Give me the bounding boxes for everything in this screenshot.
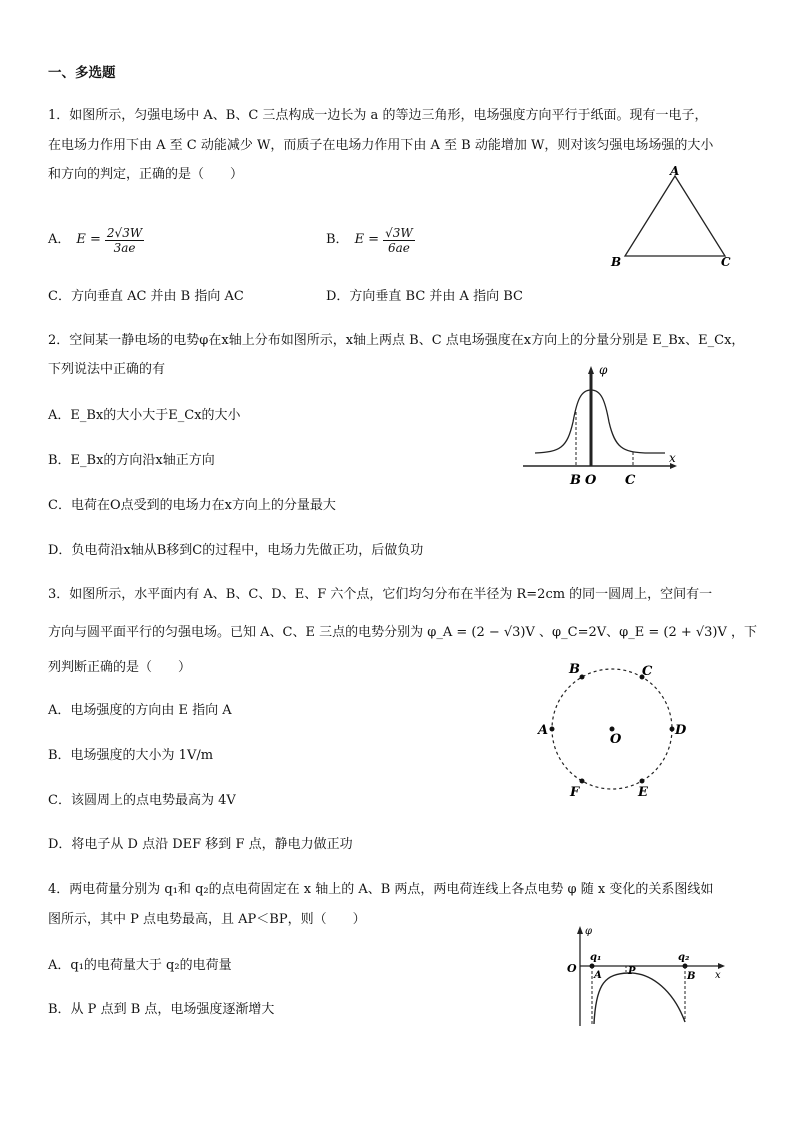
q2-label-x: x — [669, 451, 676, 465]
q3-label-a: A — [538, 723, 549, 738]
q1-option-b-denominator: 6ae — [387, 240, 410, 255]
q3-label-o: O — [610, 732, 622, 747]
q4-option-b[interactable]: B．从 P 点到 B 点，电场强度逐渐增大 — [48, 1002, 275, 1017]
q4-potential-figure — [562, 922, 737, 1030]
q3-line1: 3．如图所示，水平面内有 A、B、C、D、E、F 六个点，它们均匀分布在半径为 R=2cm 的同一圆周上，空间有一 — [48, 587, 713, 602]
section-title: 一、多选题 — [48, 65, 116, 81]
q1-option-b-fraction — [383, 226, 415, 255]
q2-option-a[interactable]: A．E_Bx的大小大于E_Cx的大小 — [48, 408, 241, 423]
q2-label-o: O — [585, 473, 597, 488]
q3-point-f — [580, 779, 585, 784]
q4-label-a: A — [594, 970, 602, 981]
q3-option-d[interactable]: D．将电子从 D 点沿 DEF 移到 F 点，静电力做正功 — [48, 837, 353, 852]
q3-label-d: D — [675, 723, 687, 738]
q2-option-c[interactable]: C．电荷在O点受到的电场力在x方向上的分量最大 — [48, 498, 336, 513]
q1-option-a-expr: E = — [76, 232, 101, 247]
q3-point-a — [550, 727, 555, 732]
q2-line1: 2．空间某一静电场的电势φ在x轴上分布如图所示，x轴上两点 B、C 点电场强度在x方向上的分量分别是 E_Bx、E_Cx， — [48, 333, 745, 348]
q2-phi-arrow — [588, 366, 594, 374]
q1-line1: 1．如图所示，匀强电场中 A、B、C 三点构成一边长为 a 的等边三角形，电场强度方向平行于纸面。现有一电子， — [48, 108, 708, 123]
q2-label-c: C — [625, 473, 636, 488]
q1-option-b-expr: E = — [354, 232, 380, 247]
q4-label-q1: q₁ — [590, 952, 602, 963]
q4-line1: 4．两电荷量分别为 q₁和 q₂的点电荷固定在 x 轴上的 A、B 两点，两电荷连线上各点电势 φ 随 x 变化的关系图线如 — [48, 882, 714, 897]
q3-circle-figure — [530, 655, 695, 800]
q1-option-a-numerator: 2√3W — [106, 225, 143, 240]
q4-potential-curve — [594, 973, 685, 1024]
q1-option-b[interactable] — [326, 220, 415, 260]
q4-label-phi: φ — [585, 926, 593, 937]
q3-option-b[interactable]: B．电场强度的大小为 1V/m — [48, 748, 214, 763]
q1-option-d[interactable]: D．方向垂直 BC 并由 A 指向 BC — [326, 289, 523, 304]
q1-option-b-numerator: √3W — [385, 225, 413, 240]
q3-option-a[interactable]: A．电场强度的方向由 E 指向 A — [48, 703, 232, 718]
q4-label-p: P — [628, 966, 636, 977]
q1-option-a-prefix: A． — [48, 232, 71, 247]
q3-option-c[interactable]: C．该圆周上的点电势最高为 4V — [48, 793, 236, 808]
q1-label-c: C — [721, 255, 731, 269]
q4-label-o: O — [567, 962, 577, 975]
q3-label-b: B — [569, 662, 580, 677]
q2-potential-curve — [535, 390, 665, 453]
q1-option-a[interactable] — [48, 220, 144, 260]
q1-option-b-prefix: B． — [326, 232, 349, 247]
q1-triangle-shape — [625, 176, 725, 256]
q2-option-b[interactable]: B．E_Bx的方向沿x轴正方向 — [48, 453, 215, 468]
q4-label-b: B — [687, 971, 696, 982]
q4-label-x: x — [715, 970, 721, 981]
q3-point-e — [640, 779, 645, 784]
q1-label-b: B — [611, 255, 622, 269]
q4-option-a[interactable]: A．q₁的电荷量大于 q₂的电荷量 — [48, 958, 232, 973]
q1-option-a-denominator: 3ae — [113, 240, 136, 255]
q4-label-q2: q₂ — [678, 952, 690, 963]
q2-label-b: B — [570, 473, 581, 488]
q3-label-c: C — [642, 664, 653, 679]
q3-point-d — [670, 727, 675, 732]
q2-potential-figure — [515, 360, 685, 490]
q1-label-a: A — [670, 164, 680, 178]
q3-label-f: F — [570, 785, 580, 800]
q3-label-e: E — [638, 785, 648, 800]
q3-point-o — [610, 727, 615, 732]
q4-phi-arrow — [577, 926, 583, 934]
q3-line3: 列判断正确的是（ ） — [48, 660, 192, 675]
q2-line2: 下列说法中正确的有 — [48, 362, 166, 377]
q2-option-d[interactable]: D．负电荷沿x轴从B移到C的过程中，电场力先做正功，后做负功 — [48, 543, 424, 558]
q4-line2: 图所示，其中 P 点电势最高，且 AP＜BP，则（ ） — [48, 912, 366, 927]
q2-label-phi: φ — [599, 363, 608, 377]
q4-x-arrow — [718, 963, 725, 969]
q1-line2: 在电场力作用下由 A 至 C 动能减少 W，而质子在电场力作用下由 A 至 B 动能增加 W，则对该匀强电场场强的大小 — [48, 138, 714, 153]
q1-option-a-fraction — [105, 226, 144, 255]
q1-triangle-figure — [605, 162, 745, 272]
q1-option-c[interactable]: C．方向垂直 AC 并由 B 指向 AC — [48, 289, 244, 304]
q3-point-b — [580, 675, 585, 680]
q3-line2: 方向与圆平面平行的匀强电场。已知 A、C、E 三点的电势分别为 φ_A = (2 − √3)V 、φ_C=2V、φ_E = (2 + √3)V ，下 — [48, 625, 758, 640]
q1-line3: 和方向的判定，正确的是（ ） — [48, 167, 244, 182]
